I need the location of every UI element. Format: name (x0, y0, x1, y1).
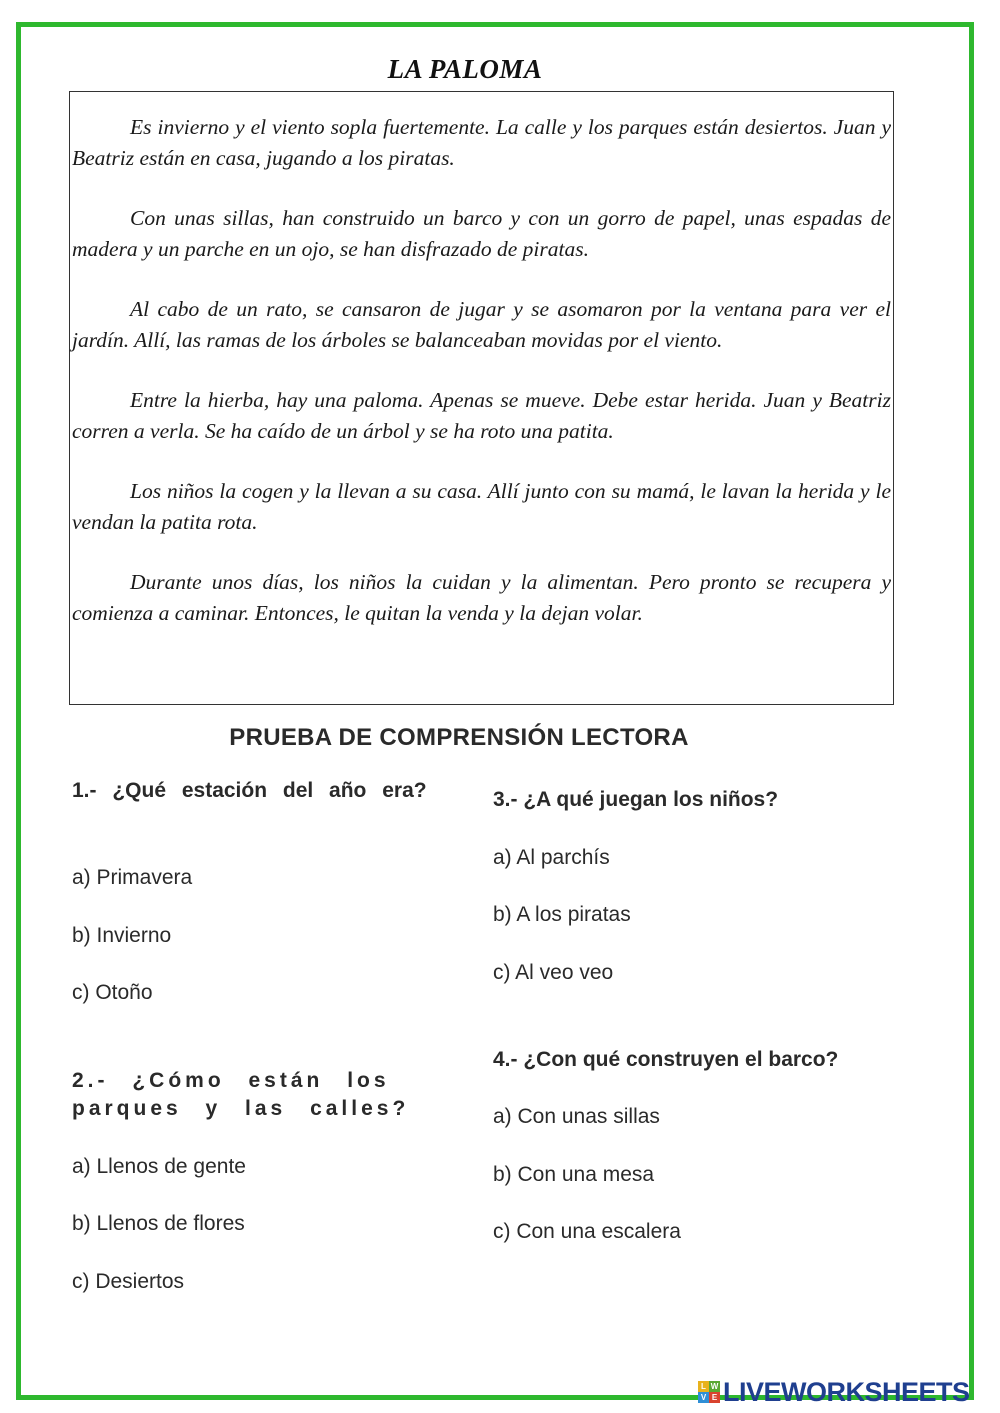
story-paragraph-3: Al cabo de un rato, se cansaron de jugar y se asomaron por la ventana para ver el jardín. Allí, las ramas de los árboles se balanceaban movidas por el viento. (72, 297, 891, 352)
question-2-text: 2.- ¿Cómo están los parques y las calles? (72, 1069, 410, 1120)
question-3 (493, 786, 933, 1006)
question-4-option-c[interactable]: c) Con una escalera (493, 1220, 681, 1243)
question-4-text: 4.- ¿Con qué construyen el barco? (493, 1048, 839, 1071)
question-2 (72, 1067, 432, 1307)
logo-mark-cell: E (709, 1392, 720, 1403)
logo-mark-cell: V (698, 1392, 709, 1403)
story-paragraph-6: Durante unos días, los niños la cuidan y la alimentan. Pero pronto se recupera y comienza a caminar. Entonces, le quitan la venda y la dejan volar. (72, 570, 891, 625)
story-paragraph-1: Es invierno y el viento sopla fuertemente. La calle y los parques están desiertos. Juan y Beatriz están en casa, jugando a los piratas. (72, 115, 891, 170)
question-1-option-c[interactable]: c) Otoño (72, 981, 153, 1004)
question-4-option-b[interactable]: b) Con una mesa (493, 1163, 655, 1186)
liveworksheets-logo-icon (698, 1381, 720, 1403)
question-2-option-c[interactable]: c) Desiertos (72, 1270, 185, 1293)
story-title: LA PALOMA (387, 54, 543, 84)
question-4-option-a[interactable]: a) Con unas sillas (493, 1105, 660, 1128)
question-1 (72, 777, 432, 1017)
liveworksheets-logo-text: LIVEWORKSHEETS (723, 1376, 970, 1407)
question-3-option-c[interactable]: c) Al veo veo (493, 961, 614, 984)
logo-mark-cell: L (698, 1381, 709, 1392)
question-2-option-a[interactable]: a) Llenos de gente (72, 1155, 246, 1178)
story-paragraph-4: Entre la hierba, hay una paloma. Apenas se mueve. Debe estar herida. Juan y Beatriz corren a verla. Se ha caído de un árbol y se ha roto una patita. (72, 388, 891, 443)
question-2-option-b[interactable]: b) Llenos de flores (72, 1212, 245, 1235)
question-4 (493, 1046, 933, 1266)
story-paragraph-2: Con unas sillas, han construido un barco y con un gorro de papel, unas espadas de madera y un parche en un ojo, se han disfrazado de piratas. (72, 206, 891, 261)
story-text-box (69, 91, 894, 705)
story-paragraph-5: Los niños la cogen y la llevan a su casa. Allí junto con su mamá, le lavan la herida y le vendan la patita rota. (72, 479, 891, 534)
test-title: PRUEBA DE COMPRENSIÓN LECTORA (229, 724, 689, 751)
logo-mark-cell: W (710, 1382, 719, 1391)
liveworksheets-logo (698, 1376, 970, 1408)
question-1-text: 1.- ¿Qué estación del año era? (72, 779, 427, 802)
question-3-option-a[interactable]: a) Al parchís (493, 846, 610, 869)
question-3-text: 3.- ¿A qué juegan los niños? (493, 788, 779, 811)
question-1-option-a[interactable]: a) Primavera (72, 866, 193, 889)
question-1-option-b[interactable]: b) Invierno (72, 924, 172, 947)
question-3-option-b[interactable]: b) A los piratas (493, 903, 631, 926)
